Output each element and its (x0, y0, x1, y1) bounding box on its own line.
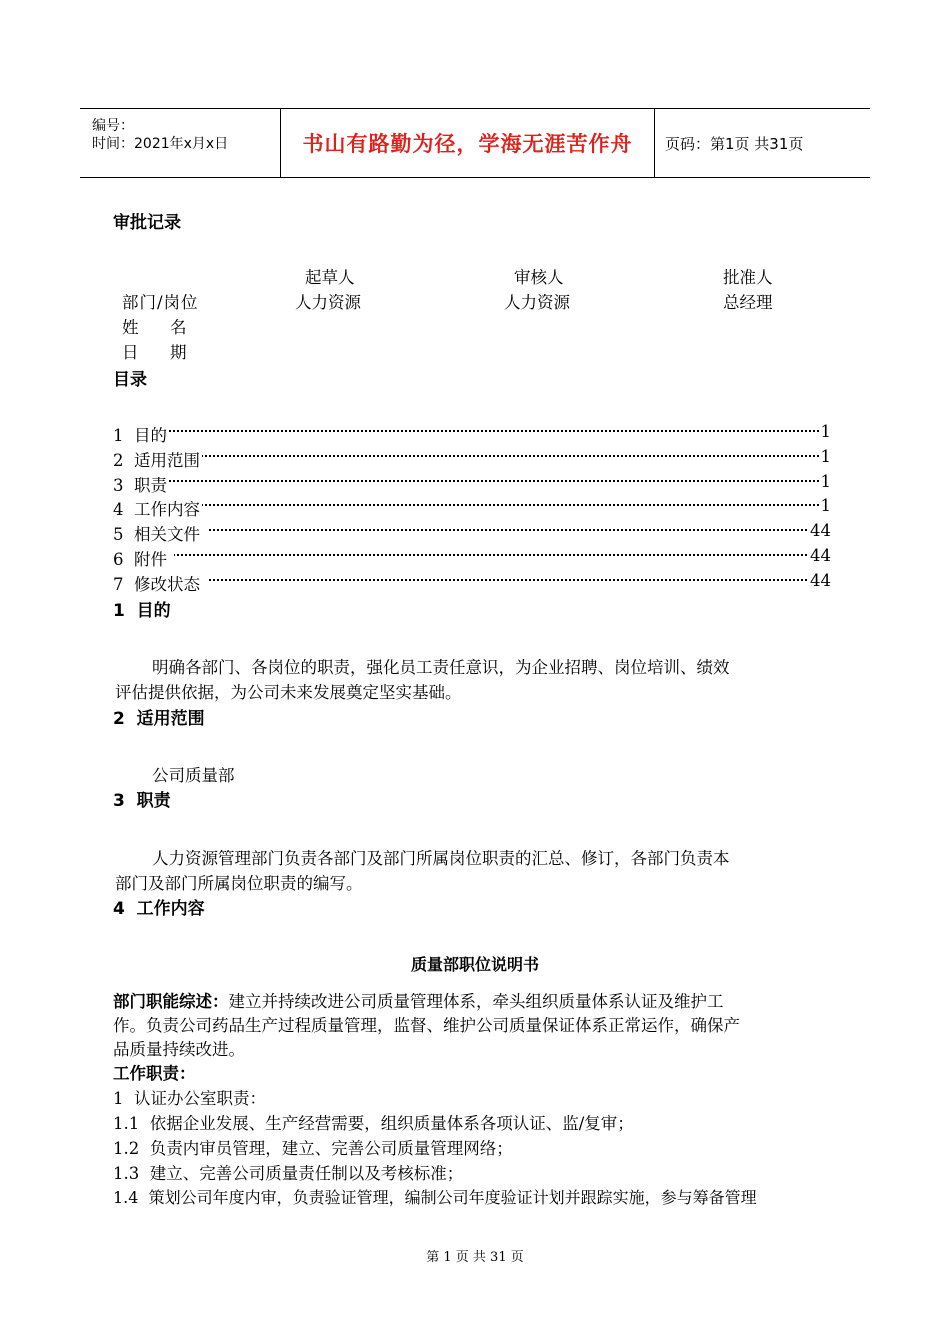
section-2-text: 公司质量部 (152, 766, 235, 785)
duty-item: 1.4 策划公司年度内审，负责验证管理，编制公司年度验证计划并跟踪实施，参与筹备管理 (113, 1188, 757, 1207)
toc-item-label: 4 工作内容 (113, 496, 202, 520)
toc-item-label: 6 附件 (113, 546, 174, 570)
toc-leader (113, 455, 831, 457)
section-3-text-line2: 部门及部门所属岗位职责的编写。 (115, 874, 363, 893)
toc-item[interactable] (113, 447, 831, 471)
page-footer: 第 1 页 共 31 页 (426, 1250, 524, 1265)
section-3-title: 3 职责 (113, 791, 171, 811)
toc-leader (113, 480, 831, 482)
toc-item[interactable] (113, 422, 831, 446)
toc-title: 目录 (113, 370, 147, 390)
col-approver: 批准人 (723, 268, 773, 287)
section-1-text-line1: 明确各部门、各岗位的职责，强化员工责任意识，为企业招聘、岗位培训、绩效 (152, 658, 730, 677)
document-header (80, 108, 870, 178)
toc-item-label: 7 修改状态 (113, 571, 207, 595)
row-dept-label: 部门/岗位 (122, 293, 199, 312)
toc-item-page: 1 (820, 472, 831, 491)
approval-title: 审批记录 (113, 213, 181, 233)
header-page-cell (655, 109, 870, 177)
drafter-dept: 人力资源 (295, 293, 361, 312)
section-4-title: 4 工作内容 (113, 899, 205, 919)
toc-item-label: 2 适用范围 (113, 447, 202, 471)
toc-leader (113, 430, 831, 432)
dept-function-text1: 建立并持续改进公司质量管理体系，牵头组织质量体系认证及维护工 (228, 992, 724, 1011)
job-desc-title: 质量部职位说明书 (410, 955, 539, 974)
motto-text: 书山有路勤为径，学海无涯苦作舟 (302, 132, 633, 156)
toc-item-label: 1 目的 (113, 422, 169, 446)
dept-function-line1 (113, 988, 724, 1012)
dept-function-line3: 品质量持续改进。 (113, 1040, 245, 1059)
doc-number-label: 编号： (92, 118, 134, 134)
header-meta-cell (80, 109, 281, 177)
col-drafter: 起草人 (305, 268, 355, 287)
toc-item[interactable] (113, 571, 831, 595)
toc-leader (113, 529, 831, 531)
duty-item: 1.1 依据企业发展、生产经营需要，组织质量体系各项认证、监/复审； (113, 1114, 634, 1133)
toc-item-page: 44 (810, 546, 831, 565)
duty-item: 1 认证办公室职责： (113, 1089, 266, 1108)
dept-function-label: 部门职能综述： (113, 992, 229, 1011)
toc-item-page: 44 (810, 521, 831, 540)
toc-item-page: 44 (810, 571, 831, 590)
doc-time-label: 时间：2021年x月x日 (92, 136, 229, 152)
toc-item[interactable] (113, 472, 831, 496)
reviewer-dept: 人力资源 (504, 293, 570, 312)
section-1-text-line2: 评估提供依据，为公司未来发展奠定坚实基础。 (115, 683, 462, 702)
approver-dept: 总经理 (723, 293, 773, 312)
duties-label: 工作职责： (113, 1064, 196, 1083)
col-reviewer: 审核人 (514, 268, 564, 287)
toc-item-page: 1 (820, 496, 831, 515)
row-date-label: 日 期 (122, 343, 187, 362)
section-2-title: 2 适用范围 (113, 709, 205, 729)
toc-item-label: 5 相关文件 (113, 521, 207, 545)
row-name-label: 姓 名 (122, 318, 187, 337)
section-3-text-line1: 人力资源管理部门负责各部门及部门所属岗位职责的汇总、修订，各部门负责本 (152, 849, 730, 868)
section-1-title: 1 目的 (113, 601, 171, 621)
toc-item-label: 3 职责 (113, 472, 169, 496)
toc-item-page: 1 (820, 422, 831, 441)
toc-leader (113, 504, 831, 506)
page-number-label: 页码：第1页 共31页 (665, 134, 804, 153)
header-motto-cell (281, 109, 655, 177)
duty-item: 1.2 负责内审员管理，建立、完善公司质量管理网络； (113, 1139, 513, 1158)
duty-item: 1.3 建立、完善公司质量责任制以及考核标准； (113, 1164, 464, 1183)
toc-item[interactable] (113, 546, 831, 570)
dept-function-line2: 作。负责公司药品生产过程质量管理，监督、维护公司质量保证体系正常运作，确保产 (113, 1016, 740, 1035)
toc-item[interactable] (113, 496, 831, 520)
toc-leader (113, 554, 831, 556)
toc-leader (113, 579, 831, 581)
toc-item[interactable] (113, 521, 831, 545)
toc-item-page: 1 (820, 447, 831, 466)
